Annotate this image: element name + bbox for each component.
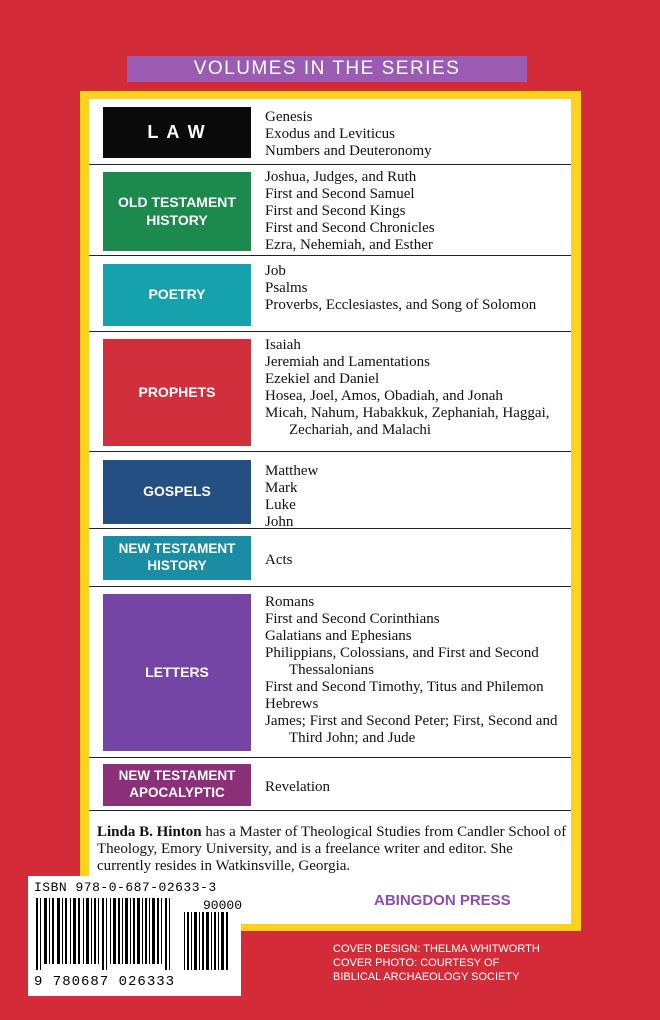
section-new-testament-history — [89, 528, 571, 586]
author-name: Linda B. Hinton — [97, 824, 202, 840]
section-gospels — [89, 451, 571, 528]
book-item: Mark — [265, 480, 298, 496]
section-books-letters — [265, 594, 565, 747]
book-item: First and Second Chronicles — [265, 220, 435, 236]
book-item: Numbers and Deuteronomy — [265, 143, 432, 159]
book-item: Galatians and Ephesians — [265, 628, 412, 644]
section-books-gospels — [265, 463, 565, 531]
book-item: Matthew — [265, 463, 319, 479]
section-books-old-testament-history — [265, 169, 565, 254]
section-label-gospels: GOSPELS — [103, 460, 251, 524]
section-old-testament-history — [89, 164, 571, 255]
section-label-prophets: PROPHETS — [103, 339, 251, 446]
section-label-new-testament-apocalyptic: NEW TESTAMENT APOCALYPTIC — [103, 764, 251, 806]
book-item: John — [265, 514, 294, 530]
credit-line: COVER DESIGN: THELMA WHITWORTH — [333, 943, 540, 955]
book-item: Luke — [265, 497, 296, 513]
section-books-prophets — [265, 337, 565, 439]
book-item: Isaiah — [265, 337, 301, 353]
book-item: Micah, Nahum, Habakkuk, Zephaniah, Haggai, Zechariah, and Malachi — [265, 405, 550, 438]
section-books-poetry — [265, 263, 565, 314]
section-poetry — [89, 255, 571, 331]
author-bio — [97, 824, 567, 875]
book-item: First and Second Timothy, Titus and Philemon — [265, 679, 544, 695]
book-item: Jeremiah and Lamentations — [265, 354, 430, 370]
isbn-barcode — [28, 876, 241, 996]
book-item: First and Second Corinthians — [265, 611, 440, 627]
book-item: Acts — [265, 552, 293, 568]
author-bio-text: has a Master of Theological Studies from Candler School of Theology, Emory University, and is a freelance writer and editor. She currently resides in Watkinsville, Georgia. — [97, 824, 567, 874]
book-item: Job — [265, 263, 286, 279]
book-item: Hebrews — [265, 696, 319, 712]
book-item: Ezekiel and Daniel — [265, 371, 380, 387]
book-item: First and Second Samuel — [265, 186, 415, 202]
section-letters — [89, 586, 571, 757]
book-item: Romans — [265, 594, 315, 610]
ean-digits: 9 780687 026333 — [34, 974, 176, 990]
price-code: 90000 — [203, 898, 243, 913]
credit-line: COVER PHOTO: COURTESY OF — [333, 957, 500, 969]
section-label-new-testament-history: NEW TESTAMENT HISTORY — [103, 536, 251, 580]
book-item: Revelation — [265, 779, 330, 795]
credit-line: BIBLICAL ARCHAEOLOGY SOCIETY — [333, 971, 520, 983]
section-new-testament-apocalyptic — [89, 757, 571, 811]
section-books-new-testament-apocalyptic — [265, 779, 565, 796]
book-item: Exodus and Leviticus — [265, 126, 395, 142]
series-panel — [89, 99, 571, 924]
section-books-new-testament-history — [265, 552, 565, 569]
publisher-name: ABINGDON PRESS — [374, 892, 511, 909]
book-item: First and Second Kings — [265, 203, 406, 219]
section-label-law: L A W — [103, 107, 251, 158]
book-item: Genesis — [265, 109, 313, 125]
section-prophets — [89, 331, 571, 451]
section-label-poetry: POETRY — [103, 264, 251, 326]
book-item: Joshua, Judges, and Ruth — [265, 169, 417, 185]
section-books-law — [265, 109, 565, 160]
section-label-letters: LETTERS — [103, 594, 251, 751]
cover-credits — [333, 942, 540, 984]
book-item: James; First and Second Peter; First, Second and Third John; and Jude — [265, 713, 558, 746]
book-item: Proverbs, Ecclesiastes, and Song of Solomon — [265, 297, 537, 313]
section-label-old-testament-history: OLD TESTAMENT HISTORY — [103, 172, 251, 251]
isbn-text: ISBN 978-0-687-02633-3 — [34, 880, 217, 895]
series-banner: VOLUMES IN THE SERIES — [127, 56, 527, 82]
book-item: Psalms — [265, 280, 308, 296]
book-item: Hosea, Joel, Amos, Obadiah, and Jonah — [265, 388, 503, 404]
book-item: Ezra, Nehemiah, and Esther — [265, 237, 433, 253]
section-law — [89, 99, 571, 164]
book-item: Philippians, Colossians, and First and Second Thessalonians — [265, 645, 539, 678]
